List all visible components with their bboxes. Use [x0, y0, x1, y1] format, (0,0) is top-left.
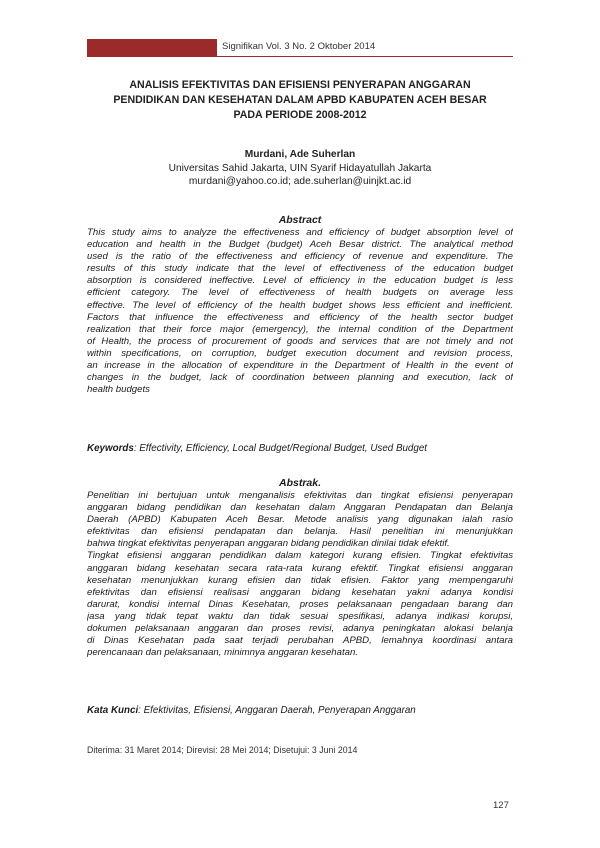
- author-block: [90, 148, 510, 189]
- title-line: ANALISIS EFEKTIVITAS DAN EFISIENSI PENYERAPAN ANGGARAN: [129, 79, 471, 91]
- abstract-line: absorption is considered ineffective. Level of efficiency in the education budget is less: [87, 275, 513, 287]
- abstract-line: results of this study indicate that the level of effectiveness of the education budget: [87, 263, 513, 275]
- abstract-line: This study aims to analyze the effectiveness and efficiency of budget absorption level of: [87, 227, 513, 238]
- abstract-line: realization that their force major (emergency), the internal condition of the Department: [87, 323, 513, 335]
- abstract-line: used is the ratio of the effectiveness and efficiency of revenue and expenditure. The: [87, 251, 513, 263]
- abstract-heading: Abstract: [278, 214, 322, 226]
- keywords-text: : Effectivity, Efficiency, Local Budget/Regional Budget, Used Budget: [133, 443, 427, 454]
- page-number: 127: [493, 800, 509, 811]
- abstrak-line: di Dinas Kesehatan pada saat terjadi perubahan APBD, lemahnya koordinasi antara: [87, 635, 513, 647]
- abstrak-line: Penelitian ini bertujuan untuk menganalisis efektivitas dan tingkat efisiensi penyerapan: [87, 490, 513, 501]
- abstract-line: health budgets: [87, 384, 150, 396]
- abstrak-line: anggaran bidang pendidikan dan kesehatan dalam Anggaran Pendapatan dan Belanja: [87, 502, 513, 514]
- abstract-line: within specifications, on corruption, budget execution document and revision process,: [87, 347, 513, 359]
- keywords-label: Keywords: [87, 443, 134, 454]
- abstrak-line: kesehatan menunjukkan kurang efisien dan tidak efisien. Faktor yang mempengaruhi: [87, 574, 513, 586]
- header-color-bar: [87, 39, 217, 57]
- title-line: PENDIDIKAN DAN KESEHATAN DALAM APBD KABUPATEN ACEH BESAR: [113, 94, 487, 106]
- abstract-en-body: [87, 227, 513, 396]
- submission-dates: Diterima: 31 Maret 2014; Direvisi: 28 Mei 2014; Disetujui: 3 Juni 2014: [87, 745, 358, 755]
- abstrak-line: jasa yang tidak tepat waktu dan tidak sesuai spesifikasi, adanya indikasi korupsi,: [87, 610, 513, 622]
- abstrak-line: Tingkat efisiensi anggaran pendidikan dalam kategori kurang efisien. Tingkat efektivitas: [87, 550, 513, 562]
- abstract-line: Factors that influence the effectiveness and efficiency of the health sector budget: [87, 311, 513, 323]
- keywords-id: [87, 705, 513, 716]
- keywords-en: [87, 443, 513, 454]
- abstract-line: of Health, the process of procurement of goods and services that are not timely and not: [87, 335, 513, 347]
- author-affiliation: Universitas Sahid Jakarta, UIN Syarif Hidayatullah Jakarta: [168, 162, 432, 174]
- author-emails: murdani@yahoo.co.id; ade.suherlan@uinjkt.ac.id: [188, 176, 412, 187]
- header-rule: [217, 56, 513, 57]
- abstract-line: effective. The level of efficiency of the health budget shows less efficient and inefficient.: [87, 299, 513, 311]
- abstrak-line: bahwa tingkat efektivitas penyerapan anggaran bidang pendidikan dinilai tidak efektif.: [87, 538, 450, 550]
- abstrak-line: efektivitas dan efisiensi realisasi anggaran bidang kesehatan yakni adanya kondisi: [87, 586, 513, 598]
- abstract-line: an increase in the allocation of expenditure in the Department of Health in the event of: [87, 360, 513, 372]
- abstract-line: education and health in the Budget (budget) Aceh Besar district. The analytical method: [87, 239, 513, 251]
- paper-title: [90, 78, 510, 123]
- abstrak-line: darurat, kondisi internal Dinas Kesehatan, proses pelaksanaan pengadaan barang dan: [87, 598, 513, 610]
- journal-header: Signifikan Vol. 3 No. 2 Oktober 2014: [222, 41, 376, 52]
- kata-kunci-text: : Efektivitas, Efisiensi, Anggaran Daerah, Penyerapan Anggaran: [138, 705, 416, 716]
- abstract-line: changes in the budget, lack of coordination between planning and execution, lack of: [87, 372, 513, 384]
- abstrak-heading: Abstrak.: [278, 477, 321, 489]
- kata-kunci-label: Kata Kunci: [87, 705, 139, 716]
- abstrak-line: perencanaan dan pelaksanaan, minimnya anggaran kesehatan.: [87, 647, 358, 659]
- abstrak-line: Daerah (APBD) Kabupaten Aceh Besar. Metode analisis yang digunakan ialah rasio: [87, 514, 513, 526]
- abstract-line: efficient category. The level of effectiveness of health budgets on average less: [87, 287, 513, 299]
- abstrak-line: efektivitas dan efisiensi pendapatan dan belanja. Hasil penelitian ini menunjukkan: [87, 526, 513, 538]
- abstract-id-body: [87, 490, 513, 659]
- abstrak-line: dokumen pelaksanaan anggaran dan proses revisi, adanya peningkatan alokasi belanja: [87, 623, 513, 635]
- abstrak-line: anggaran bidang kesehatan secara rata-rata kurang efektif. Tingkat efisiensi anggaran: [87, 562, 513, 574]
- author-names: Murdani, Ade Suherlan: [244, 149, 356, 160]
- title-line: PADA PERIODE 2008-2012: [233, 109, 367, 121]
